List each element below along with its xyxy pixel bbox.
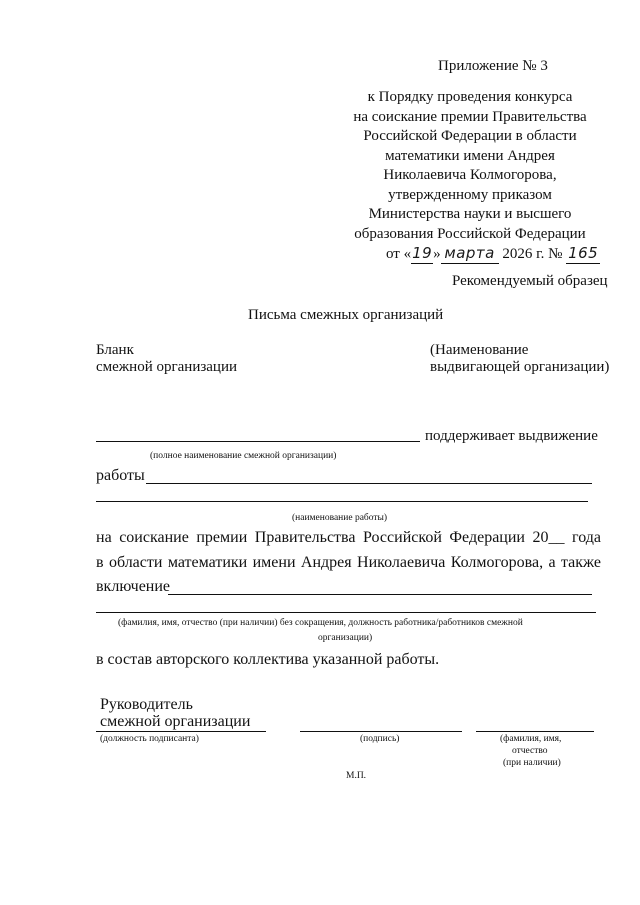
work-name-line-2 <box>96 501 588 502</box>
order-year: 2026 г. № <box>502 246 563 262</box>
org-name-line <box>96 441 420 442</box>
person-caption-2: организации) <box>318 633 373 643</box>
supports-text: поддерживает выдвижение <box>425 428 598 444</box>
order-month <box>441 244 499 264</box>
order-month-value: марта <box>444 244 495 262</box>
name-caption-3: (при наличии) <box>503 758 561 768</box>
head-title-2: смежной организации <box>100 713 251 730</box>
appendix-line: Николаевича Колмогорова, <box>383 167 557 183</box>
blank-org-label: смежной организации <box>96 359 238 375</box>
position-caption: (должность подписанта) <box>100 734 199 744</box>
name-caption-1: (фамилия, имя, <box>500 734 562 744</box>
form-title: Письма смежных организаций <box>248 307 444 323</box>
inclusion-line-1 <box>168 594 592 595</box>
name-caption-2: отчество <box>512 746 548 756</box>
position-line <box>96 731 266 732</box>
order-number-value: 165 <box>568 244 599 262</box>
head-title-1: Руководитель <box>100 696 193 713</box>
recommended-label: Рекомендуемый образец <box>452 273 608 289</box>
appendix-line: к Порядку проведения конкурса <box>367 89 573 105</box>
appendix-line: математики имени Андрея <box>385 147 555 164</box>
inclusion-line-2 <box>96 612 596 613</box>
order-day-value: 19 <box>412 244 433 262</box>
final-line: в состав авторского коллектива указанной работы. <box>96 651 440 668</box>
appendix-line: образования Российской Федерации <box>354 225 586 242</box>
order-mid: » <box>433 246 441 262</box>
order-number <box>566 244 600 264</box>
appendix-line: Министерства науки и высшего <box>368 206 572 222</box>
person-caption-1: (фамилия, имя, отчество (при наличии) без сокращения, должность работника/работников смежной <box>118 618 523 628</box>
signature-caption: (подпись) <box>360 734 400 744</box>
work-name-line-1 <box>146 483 592 484</box>
appendix-description <box>330 88 610 244</box>
order-line <box>386 244 600 264</box>
order-prefix: от « <box>386 246 412 262</box>
signature-line <box>300 731 462 732</box>
name-line <box>476 731 594 732</box>
order-day <box>411 244 433 264</box>
appendix-line: утвержденному приказом <box>388 186 552 203</box>
body-line-2: в области математики имени Андрея Николаевича Колмогорова, а также <box>96 554 601 571</box>
work-name-caption: (наименование работы) <box>292 513 388 523</box>
nominating-org-label: (Наименование <box>430 342 529 358</box>
stamp-label: М.П. <box>346 771 367 781</box>
nominating-org-label-2: выдвигающей организации) <box>430 359 610 375</box>
org-name-caption: (полное наименование смежной организации) <box>150 451 337 461</box>
blank-label: Бланк <box>96 342 134 358</box>
body-line-1: на соискание премии Правительства Российской Федерации 20__ года <box>96 529 601 546</box>
appendix-line: на соискание премии Правительства <box>353 108 587 125</box>
appendix-line: Российской Федерации в области <box>363 128 577 144</box>
inclusion-label: включение <box>96 578 171 595</box>
appendix-title: Приложение № 3 <box>438 58 548 74</box>
work-label: работы <box>96 467 145 484</box>
